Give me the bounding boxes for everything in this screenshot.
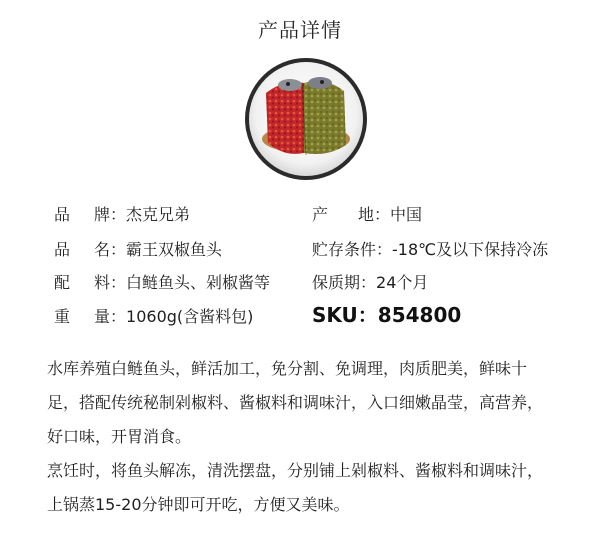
page-title: 产品详情 <box>258 18 342 42</box>
spec-value: -18℃及以下保持冷冻 <box>392 240 549 259</box>
spec-key-char: 地： <box>358 205 391 224</box>
spec-key: 保质期： <box>312 273 377 292</box>
spec-shelf-life <box>312 270 428 293</box>
spec-value: 1060g(含酱料包) <box>126 307 254 326</box>
spec-key-char: 重 <box>54 307 71 326</box>
spec-value: 霸王双椒鱼头 <box>126 240 223 259</box>
spec-weight <box>54 304 253 327</box>
spec-ingredients <box>54 270 270 293</box>
spec-brand <box>54 202 190 225</box>
spec-key-char: 料： <box>94 273 127 292</box>
spec-key-char: 量： <box>94 307 127 326</box>
spec-key-char: 名： <box>94 240 127 259</box>
spec-value: 24个月 <box>376 273 429 292</box>
description-paragraph: 烹饪时，将鱼头解冻，清洗摆盘，分别铺上剁椒料、酱椒料和调味汁，上锅蒸15-20分钟即可开吃，方便又美味。 <box>47 461 544 514</box>
spec-key-char: 品 <box>54 240 71 259</box>
spec-key-char: 产 <box>312 205 329 224</box>
product-description <box>47 352 552 522</box>
spec-key-char: 牌： <box>94 205 127 224</box>
spec-value: 中国 <box>390 205 423 224</box>
spec-storage <box>312 237 548 260</box>
spec-key: 贮存条件： <box>312 240 393 259</box>
spec-value: 白鲢鱼头、剁椒酱等 <box>126 273 271 292</box>
description-paragraph: 水库养殖白鲢鱼头，鲜活加工，免分割、免调理，肉质肥美，鲜味十足，搭配传统秘制剁椒料、酱椒料和调味汁，入口细嫩晶莹，高营养，好口味，开胃消食。 <box>47 359 544 446</box>
sku-label: SKU： <box>312 303 378 327</box>
spec-sku <box>312 299 461 328</box>
sku-value: 854800 <box>377 303 462 327</box>
spec-name <box>54 237 222 260</box>
spec-key-char: 配 <box>54 273 71 292</box>
spec-value: 杰克兄弟 <box>126 205 191 224</box>
spec-origin <box>312 202 422 225</box>
spec-key-char: 品 <box>54 205 71 224</box>
